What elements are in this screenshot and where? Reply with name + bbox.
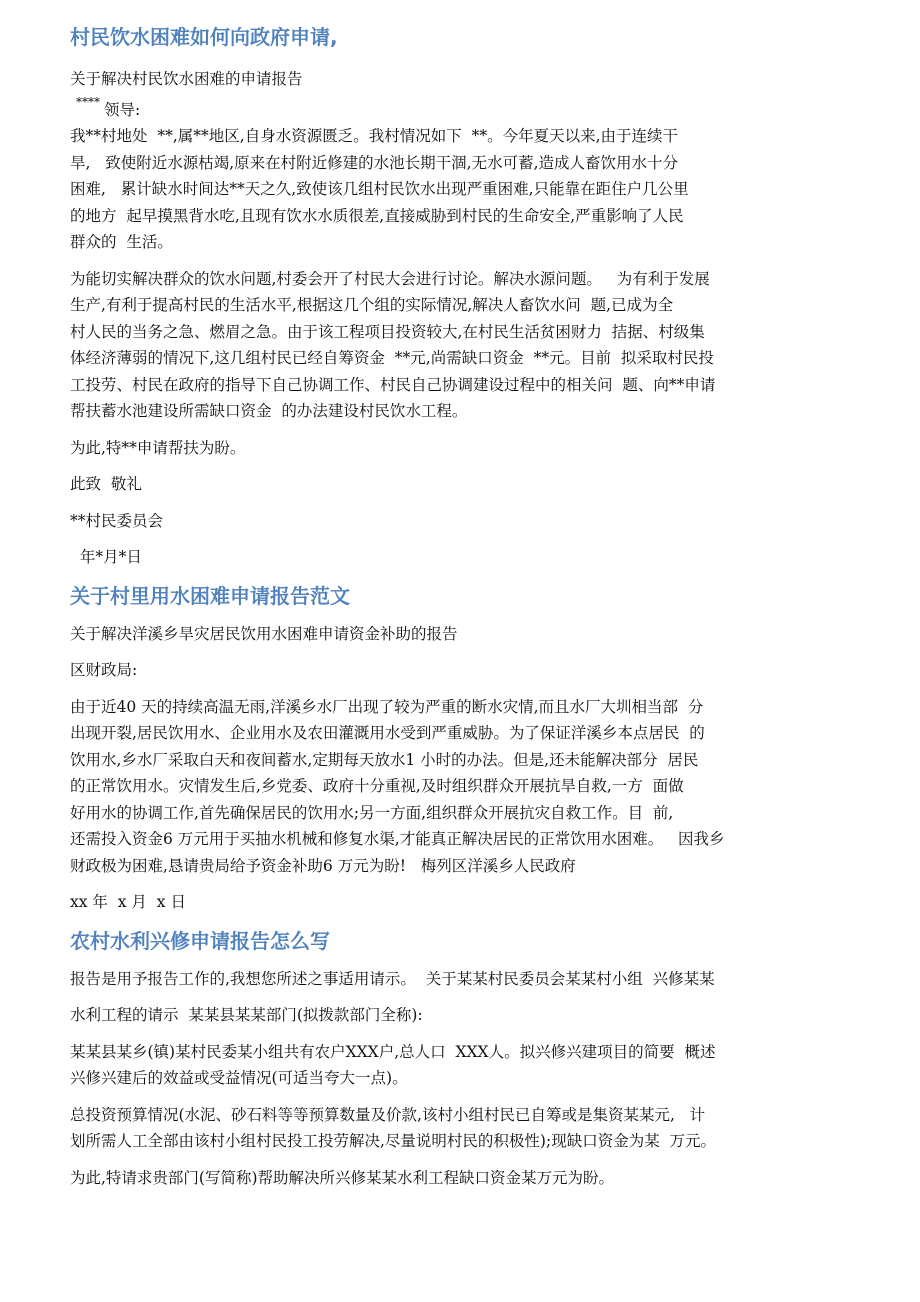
- section1-para2-line: 为能切实解决群众的饮水问题,村委会开了村民大会进行讨论。解决水源问题。 为有利于发展: [70, 269, 710, 288]
- section1-para1-line: 的地方 起早摸黑背水吃,且现有饮水水质很差,直接威胁到村民的生命安全,严重影响了人民: [70, 206, 684, 225]
- section2-para1-line: 由于近40 天的持续高温无雨,洋溪乡水厂出现了较为严重的断水灾情,而且水厂大圳相当部 分: [70, 697, 704, 716]
- section1-salutation-stars: ****: [76, 94, 100, 109]
- section3-title: 农村水利兴修申请报告怎么写: [70, 928, 330, 953]
- section1-signer: **村民委员会: [70, 511, 164, 530]
- section1-title: 村民饮水困难如何向政府申请,: [70, 25, 338, 49]
- section2-title: 关于村里用水困难申请报告范文: [70, 583, 350, 608]
- section2-salutation: 区财政局:: [70, 661, 138, 679]
- section1-para2-line: 体经济薄弱的情况下,这几组村民已经自筹资金 **元,尚需缺口资金 **元。目前 拟采取村民投: [70, 349, 714, 367]
- section2-date: xx 年 x 月 x 日: [70, 893, 186, 911]
- section1-salutation: 领导:: [104, 100, 141, 119]
- section1-para2-line: 工投劳、村民在政府的指导下自己协调工作、村民自己协调建设过程中的相关问 题、向**申请: [70, 375, 716, 394]
- section3-para2-line: 划所需人工全部由该村小组村民投工投劳解决,尽量说明村民的积极性);现缺口资金为某 万元。: [70, 1132, 717, 1150]
- section1-para3: 为此,特**申请帮扶为盼。: [70, 438, 246, 457]
- section1-para1-line: 困难, 累计缺水时间达**天之久,致使该几组村民饮水出现严重困难,只能靠在距住户几公里: [70, 180, 689, 198]
- section1-closing: 此致 敬礼: [70, 475, 142, 493]
- section3-para2-line: 总投资预算情况(水泥、砂石料等等预算数量及价款,该村小组村民已自筹或是集资某某元, 计: [70, 1105, 706, 1124]
- section1-para2-line: 生产,有利于提高村民的生活水平,根据这几个组的实际情况,解决人畜饮水问 题,已成为全: [70, 296, 674, 314]
- section1-para2-line: 帮扶蓄水池建设所需缺口资金 的办法建设村民饮水工程。: [70, 402, 468, 420]
- section3-line2: 水利工程的请示 某某县某某部门(拟拨款部门全称):: [70, 1006, 423, 1024]
- section2-para1-line: 出现开裂,居民饮用水、企业用水及农田灌溉用水受到严重威胁。为了保证洋溪乡本点居民 的: [70, 724, 705, 742]
- section1-para2-line: 村人民的当务之急、燃眉之急。由于该工程项目投资较大,在村民生活贫困财力 拮据、村级集: [70, 322, 705, 341]
- section2-para1-line: 还需投入资金6 万元用于买抽水机械和修复水渠,才能真正解决居民的正常饮用水困难。 因我乡: [70, 830, 725, 848]
- section3-para1-line: 兴修兴建后的效益或受益情况(可适当夸大一点)。: [70, 1069, 408, 1087]
- section1-para1-line: 旱, 致使附近水源枯竭,原来在村附近修建的水池长期干涸,无水可蓄,造成人畜饮用水十分: [70, 153, 678, 172]
- section1-para1-line: 我**村地处 **,属**地区,自身水资源匮乏。我村情况如下 **。今年夏天以来,由于连续干: [70, 127, 678, 145]
- section3-line1: 报告是用予报告工作的,我想您所述之事适用请示。 关于某某村民委员会某某村小组 兴修某某: [70, 969, 715, 988]
- section2-para1-line: 财政极为困难,恳请贵局给予资金补助6 万元为盼! 梅列区洋溪乡人民政府: [70, 856, 576, 875]
- section3-para1-line: 某某县某乡(镇)某村民委某小组共有农户XXX户,总人口 XXX人。拟兴修兴建项目的简要 概述: [70, 1042, 716, 1061]
- section1-date: 年*月*日: [70, 548, 142, 566]
- document-page: [70, 22, 860, 1191]
- section1-subtitle: 关于解决村民饮水困难的申请报告: [70, 70, 303, 88]
- section2-subtitle: 关于解决洋溪乡旱灾居民饮用水困难申请资金补助的报告: [70, 624, 458, 643]
- section3-para3: 为此,特请求贵部门(写简称)帮助解决所兴修某某水利工程缺口资金某万元为盼。: [70, 1168, 615, 1187]
- section1-para1-line: 群众的 生活。: [70, 233, 173, 251]
- section2-para1-line: 饮用水,乡水厂采取白天和夜间蓄水,定期每天放水1 小时的办法。但是,还未能解决部分 居民: [70, 750, 699, 769]
- section2-para1-line: 好用水的协调工作,首先确保居民的饮用水;另一方面,组织群众开展抗灾自救工作。目 前,: [70, 803, 674, 822]
- section2-para1-line: 的正常饮用水。灾情发生后,乡党委、政府十分重视,及时组织群众开展抗旱自救,一方 面做: [70, 777, 684, 795]
